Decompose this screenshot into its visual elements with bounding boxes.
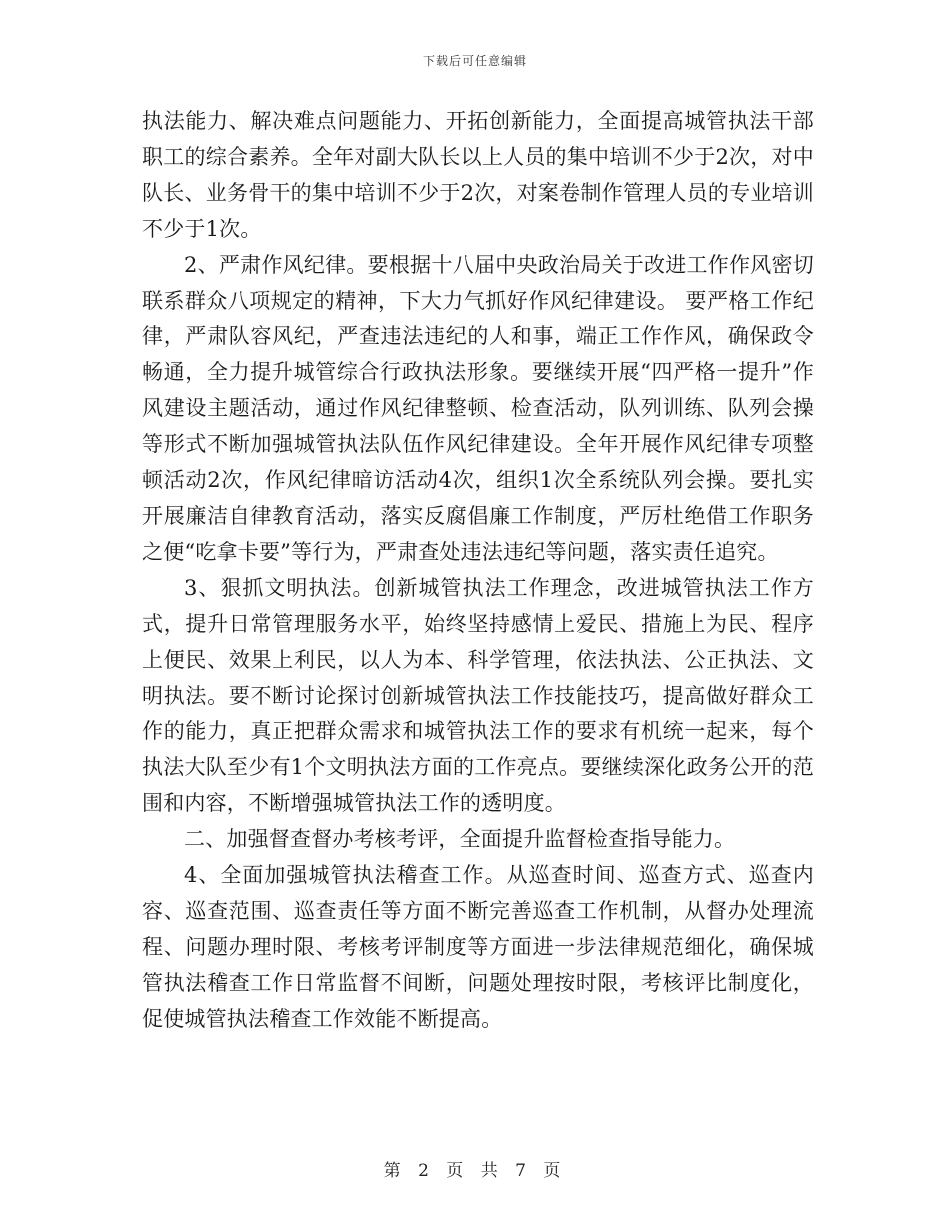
paragraph-inspection: 4、全面加强城管执法稽查工作。从巡查时间、巡查方式、巡查内容、巡查范围、巡查责任等方面不断完善巡查工作机制，从督办处理流程、问题办理时限、考核考评制度等方面进一步法律规范细化，确保城管执法稽查工作日常监督不间断，问题处理按时限，考核评比制度化，促使城管执法稽查工作效能不断提高。	[142, 863, 814, 1031]
page-number: 第 2 页 共 7 页	[383, 1161, 567, 1181]
section-heading-supervision: 二、加强督查督办考核考评，全面提升监督检查指导能力。	[184, 827, 736, 852]
paragraph-training: 执法能力、解决难点问题能力、开拓创新能力，全面提高城管执法干部职工的综合素养。全年对副大队长以上人员的集中培训不少于2次，对中队长、业务骨干的集中培训不少于2次，对案卷制作管理人员的专业培训不少于1次。	[142, 109, 814, 241]
paragraph-discipline: 2、严肃作风纪律。要根据十八届中央政治局关于改进工作作风密切联系群众八项规定的精神，下大力气抓好作风纪律建设。 要严格工作纪律，严肃队容风纪，严查违法违纪的人和事，端正工作作风，确保政令畅通，全力提升城管综合行政执法形象。要继续开展“四严格一提升”作风建设主题活动，通过作风纪律整顿、检查活动，队列训练、队列会操等形式不断加强城管执法队伍作风纪律建设。全年开展作风纪律专项整顿活动2次，作风纪律暗访活动4次，组织1次全系统队列会操。要扎实开展廉洁自律教育活动，落实反腐倡廉工作制度，严厉杜绝借工作职务之便“吃拿卡要”等行为，严肃查处违法违纪等问题，落实责任追究。	[142, 252, 814, 564]
paragraph-civilized-enforcement: 3、狠抓文明执法。创新城管执法工作理念，改进城管执法工作方式，提升日常管理服务水平，始终坚持感情上爱民、措施上为民、程序上便民、效果上利民，以人为本、科学管理，依法执法、公正执法、文明执法。要不断讨论探讨创新城管执法工作技能技巧，提高做好群众工作的能力，真正把群众需求和城管执法工作的要求有机统一起来，每个执法大队至少有1个文明执法方面的工作亮点。要继续深化政务公开的范围和内容，不断增强城管执法工作的透明度。	[142, 575, 814, 816]
document-body	[142, 104, 814, 1038]
page-header-note: 下载后可任意编辑	[422, 54, 527, 68]
